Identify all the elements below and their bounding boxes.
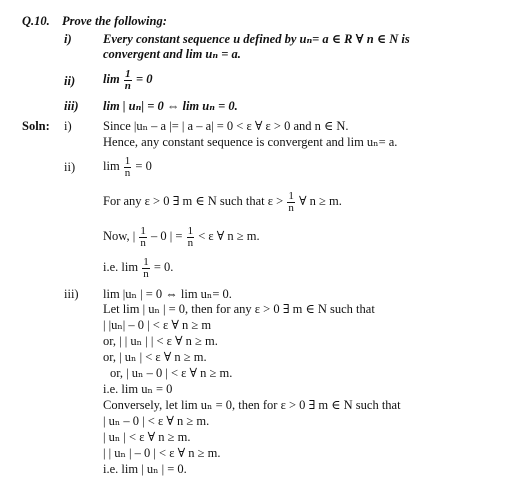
question-ii-label: ii) bbox=[64, 74, 76, 88]
fraction bbox=[124, 69, 132, 92]
numerator: 1 bbox=[125, 67, 131, 80]
solution-i-line2: Hence, any constant sequence is convergent and lim uₙ= a. bbox=[103, 135, 398, 149]
denominator: n bbox=[124, 79, 131, 92]
solution-iii-line: i.e. lim uₙ = 0 bbox=[103, 382, 173, 396]
question-ii-expression bbox=[103, 64, 153, 94]
solution-ii-line3 bbox=[103, 221, 260, 251]
solution-iii-line: Conversely, let lim uₙ = 0, then for ε > 0 ∃ m ∈ N such that bbox=[103, 398, 401, 412]
equals-zero: = 0 bbox=[135, 159, 152, 173]
text: < ε ∀ n ≥ m. bbox=[198, 229, 260, 243]
denominator: n bbox=[124, 166, 131, 179]
solution-iii-line: or, | uₙ – 0 | < ε ∀ n ≥ m. bbox=[110, 366, 233, 380]
fraction bbox=[142, 257, 150, 280]
solution-label: Soln: bbox=[22, 119, 50, 133]
solution-iii-line: i.e. lim | uₙ | = 0. bbox=[103, 462, 187, 476]
text: i.e. lim bbox=[103, 260, 139, 274]
question-title: Prove the following: bbox=[62, 14, 167, 28]
solution-iii-line: Let lim | uₙ | = 0, then for any ε > 0 ∃ m ∈ N such that bbox=[103, 302, 375, 316]
question-i-line1: Every constant sequence u defined by uₙ= a ∈ R ∀ n ∈ N is bbox=[103, 32, 410, 46]
fraction bbox=[139, 226, 147, 249]
numerator: 1 bbox=[143, 255, 149, 268]
solution-iii-line: | |uₙ| – 0 | < ε ∀ n ≥ m bbox=[103, 318, 212, 332]
question-i-line2: convergent and lim uₙ = a. bbox=[103, 47, 241, 61]
solution-ii-label: ii) bbox=[64, 160, 76, 174]
solution-i-line1: Since |uₙ – a |= | a – a| = 0 < ε ∀ ε > 0 and n ∈ N. bbox=[103, 119, 349, 133]
fraction bbox=[287, 191, 295, 214]
denominator: n bbox=[140, 236, 146, 249]
numerator: 1 bbox=[288, 189, 294, 202]
solution-iii-line: or, | uₙ | < ε ∀ n ≥ m. bbox=[103, 350, 207, 364]
solution-iii-line: | | uₙ | – 0 | < ε ∀ n ≥ m. bbox=[103, 446, 221, 460]
solution-iii-line: lim |uₙ | = 0 ⇔ lim uₙ= 0. bbox=[103, 287, 232, 301]
text: ∀ n ≥ m. bbox=[298, 194, 342, 208]
denominator: n bbox=[288, 201, 294, 214]
numerator: 1 bbox=[140, 224, 146, 237]
equals-zero: = 0 bbox=[136, 72, 153, 86]
lim-label: lim bbox=[103, 72, 120, 86]
text: Now, | bbox=[103, 229, 136, 243]
fraction bbox=[187, 226, 195, 249]
fraction bbox=[124, 156, 132, 179]
text: = 0. bbox=[153, 260, 174, 274]
solution-ii-expression bbox=[103, 151, 152, 181]
solution-iii-line: or, | | uₙ | | < ε ∀ n ≥ m. bbox=[103, 334, 218, 348]
text: – 0 | = bbox=[151, 229, 183, 243]
solution-iii-line: | uₙ – 0 | < ε ∀ n ≥ m. bbox=[103, 414, 210, 428]
question-i-label: i) bbox=[64, 32, 72, 46]
numerator: 1 bbox=[124, 154, 131, 167]
denominator: n bbox=[187, 236, 194, 249]
numerator: 1 bbox=[187, 224, 194, 237]
lim-label: lim bbox=[103, 159, 120, 173]
solution-ii-line2 bbox=[103, 186, 342, 216]
solution-iii-label: iii) bbox=[64, 287, 79, 301]
question-iii-text: lim | uₙ| = 0 ⇔ lim uₙ = 0. bbox=[103, 99, 238, 113]
solution-i-label: i) bbox=[64, 119, 72, 133]
question-number: Q.10. bbox=[22, 14, 50, 28]
solution-iii-line: | uₙ | < ε ∀ n ≥ m. bbox=[103, 430, 191, 444]
solution-ii-line4 bbox=[103, 252, 173, 282]
text: For any ε > 0 ∃ m ∈ N such that ε > bbox=[103, 194, 284, 208]
denominator: n bbox=[143, 267, 149, 280]
question-iii-label: iii) bbox=[64, 99, 79, 113]
